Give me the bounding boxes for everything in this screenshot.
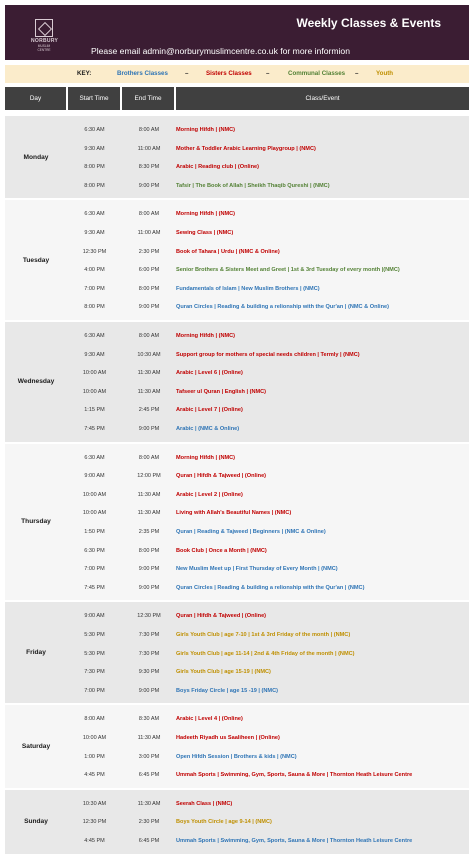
class-event: Quran Circles | Reading & building a relionship with the Qur'an | (NMC)	[176, 584, 365, 591]
class-event: Morning Hifdh | (NMC)	[176, 127, 236, 133]
class-event: Open Hifdh Session | Brothers & kids | (NMC)	[176, 753, 297, 760]
day-block-sunday	[5, 788, 469, 854]
day-block-wednesday	[5, 320, 469, 442]
class-event: Senior Brothers & Sisters Meet and Greet | 1st & 3rd Tuesday of every month |(NMC)	[176, 267, 400, 274]
start-time: 10:00 AM	[82, 510, 107, 517]
start-time: 9:00 AM	[84, 613, 105, 620]
end-time: 7:30 PM	[138, 631, 160, 638]
start-time: 8:00 PM	[84, 304, 105, 311]
table-row	[5, 626, 469, 645]
start-time: 7:45 PM	[84, 426, 105, 432]
class-event: Ummah Sports | Swimming, Gym, Sports, Sauna & More | Thornton Heath Leisure Centre	[176, 772, 413, 779]
class-event: Girls Youth Club | age 7-10 | 1st & 3rd Friday of the month | (NMC)	[176, 631, 351, 638]
start-time: 6:30 PM	[84, 547, 105, 554]
day-name: Monday	[23, 153, 49, 161]
start-time: 1:00 PM	[84, 753, 105, 760]
table-row	[5, 243, 469, 262]
start-time: 10:00 AM	[82, 491, 107, 498]
key-item-youth: Youth	[376, 70, 394, 77]
day-name: Saturday	[21, 743, 51, 751]
end-time: 8:00 AM	[138, 333, 160, 339]
start-time: 7:00 PM	[84, 285, 105, 292]
table-row	[5, 729, 469, 748]
end-time: 11:30 AM	[137, 510, 161, 517]
page-header	[5, 5, 469, 60]
class-event: Sewing Class | (NMC)	[176, 229, 234, 236]
start-time: 12:30 PM	[82, 819, 107, 826]
start-time: 6:30 AM	[84, 333, 105, 339]
logo-mark-icon	[35, 19, 53, 37]
day-block-monday	[5, 114, 469, 198]
end-time: 9:00 PM	[138, 584, 160, 591]
table-row	[5, 748, 469, 767]
table-row	[5, 121, 469, 140]
start-time: 6:30 AM	[84, 211, 105, 218]
table-row	[5, 645, 469, 664]
class-event: Arabic | Level 2 | (Online)	[176, 491, 243, 498]
end-time: 9:00 PM	[138, 304, 160, 311]
start-time: 9:00 AM	[84, 473, 105, 480]
table-row	[5, 449, 469, 468]
start-time: 8:00 PM	[84, 164, 105, 171]
end-time: 11:30 AM	[137, 491, 161, 498]
class-event: Book of Tahara | Urdu | (NMC & Online)	[176, 248, 280, 255]
table-row	[5, 523, 469, 542]
day-name: Thursday	[21, 518, 51, 526]
end-time: 9:00 PM	[138, 687, 160, 694]
end-time: 9:00 PM	[138, 182, 160, 189]
class-event: Arabic | Level 7 | (Online)	[176, 407, 243, 414]
table-row	[5, 280, 469, 299]
column-header-class-event: Class/Event	[176, 87, 469, 110]
class-event: Arabic | Level 6 | (Online)	[176, 370, 243, 377]
class-event: Quran | Hifdh & Tajweed | (Online)	[176, 613, 267, 620]
day-block-friday	[5, 600, 469, 703]
class-event: Mother & Toddler Arabic Learning Playgroup | (NMC)	[176, 145, 316, 152]
table-row	[5, 486, 469, 505]
table-header	[5, 87, 469, 110]
class-event: Arabic | Reading club | (Online)	[176, 164, 260, 171]
start-time: 10:00 AM	[82, 734, 107, 741]
class-event: Seerah Class | (NMC)	[176, 800, 233, 807]
end-time: 8:00 PM	[138, 547, 160, 554]
class-event: Boys Friday Circle | age 15 -19 | (NMC)	[176, 687, 278, 694]
class-event: Support group for mothers of special needs children | Termly | (NMC)	[176, 351, 360, 358]
start-time: 6:30 AM	[84, 454, 105, 461]
class-event: Tafsir | The Book of Allah | Sheikh Thaqib Qureshi | (NMC)	[176, 182, 330, 189]
key-separator: –	[185, 70, 189, 77]
start-time: 7:00 PM	[84, 566, 105, 573]
day-block-thursday	[5, 442, 469, 601]
end-time: 9:00 PM	[138, 566, 160, 573]
column-header-start-time: Start Time	[68, 87, 120, 110]
end-time: 8:30 AM	[138, 716, 160, 723]
end-time: 12:00 PM	[137, 473, 161, 480]
class-event: Book Club | Once a Month | (NMC)	[176, 547, 267, 554]
start-time: 9:30 AM	[84, 229, 105, 236]
class-event: Ummah Sports | Swimming, Gym, Sports, Sauna & More | Thornton Heath Leisure Centre	[176, 837, 413, 844]
class-event: Boys Youth Circle | age 9-14 | (NMC)	[176, 819, 272, 826]
table-row	[5, 205, 469, 224]
table-row	[5, 364, 469, 383]
table-row	[5, 832, 469, 851]
start-time: 4:45 PM	[84, 837, 105, 844]
table-row	[5, 298, 469, 317]
class-event: Morning Hifdh | (NMC)	[176, 333, 236, 339]
end-time: 7:30 PM	[138, 650, 160, 657]
table-row	[5, 158, 469, 177]
class-event: Living with Allah's Beautiful Names | (NMC)	[176, 510, 292, 517]
end-time: 11:30 AM	[137, 388, 161, 395]
table-row	[5, 795, 469, 814]
start-time: 1:50 PM	[84, 528, 105, 535]
column-header-end-time: End Time	[122, 87, 174, 110]
class-event: Girls Youth Club | age 15-19 | (NMC)	[176, 669, 271, 676]
start-time: 7:00 PM	[84, 687, 105, 694]
table-row	[5, 682, 469, 701]
table-row	[5, 177, 469, 196]
class-event: Arabic | (NMC & Online)	[176, 426, 240, 432]
end-time: 11:00 AM	[137, 145, 161, 152]
table-row	[5, 607, 469, 626]
table-row	[5, 420, 469, 439]
start-time: 4:00 PM	[84, 267, 105, 274]
start-time: 12:30 PM	[82, 248, 107, 255]
class-event: Girls Youth Club | age 11-14 | 2nd & 4th Friday of the month | (NMC)	[176, 650, 355, 657]
end-time: 11:00 AM	[137, 229, 161, 236]
table-row	[5, 261, 469, 280]
page-title: Weekly Classes & Events	[296, 16, 441, 30]
table-row	[5, 327, 469, 346]
logo-name: NORBURY	[31, 38, 59, 44]
key-label: KEY:	[77, 70, 92, 77]
end-time: 6:45 PM	[138, 837, 160, 844]
table-row	[5, 346, 469, 365]
table-row	[5, 504, 469, 523]
end-time: 8:00 PM	[138, 285, 160, 292]
end-time: 8:00 AM	[138, 454, 160, 461]
end-time: 2:30 PM	[138, 248, 160, 255]
class-event: Quran Circles | Reading & building a relionship with the Qur'an | (NMC & Online)	[176, 304, 389, 311]
end-time: 8:00 AM	[138, 211, 160, 218]
start-time: 10:00 AM	[82, 388, 107, 395]
table-row	[5, 663, 469, 682]
end-time: 12:30 PM	[137, 613, 161, 620]
start-time: 7:45 PM	[84, 584, 105, 591]
end-time: 9:00 PM	[138, 426, 160, 432]
table-row	[5, 560, 469, 579]
key-separator: –	[266, 70, 270, 77]
end-time: 6:45 PM	[138, 772, 160, 779]
class-event: Tafseer ul Quran | English | (NMC)	[176, 388, 267, 395]
table-row	[5, 710, 469, 729]
table-row	[5, 813, 469, 832]
norbury-logo	[31, 19, 57, 57]
end-time: 6:00 PM	[138, 267, 160, 274]
colour-key	[5, 65, 469, 83]
start-time: 7:30 PM	[84, 669, 105, 676]
day-name: Friday	[26, 649, 46, 657]
end-time: 10:30 AM	[137, 351, 161, 358]
key-separator: –	[355, 70, 359, 77]
table-row	[5, 401, 469, 420]
start-time: 9:30 AM	[84, 145, 105, 152]
day-name: Tuesday	[22, 256, 50, 264]
table-row	[5, 542, 469, 561]
start-time: 9:30 AM	[84, 351, 105, 358]
start-time: 10:00 AM	[82, 370, 107, 377]
email-note: Please email admin@norburymuslimcentre.co.uk for more informion	[91, 46, 350, 56]
end-time: 11:30 AM	[137, 734, 161, 741]
start-time: 8:00 PM	[84, 182, 105, 189]
key-item-communal: Communal Classes	[288, 70, 346, 77]
table-row	[5, 383, 469, 402]
start-time: 5:30 PM	[84, 650, 105, 657]
start-time: 6:30 AM	[84, 127, 105, 133]
end-time: 8:00 AM	[138, 127, 160, 133]
table-row	[5, 467, 469, 486]
class-event: Fundamentals of Islam | New Muslim Brothers | (NMC)	[176, 285, 320, 292]
start-time: 5:30 PM	[84, 631, 105, 638]
table-row	[5, 766, 469, 785]
day-block-saturday	[5, 703, 469, 787]
end-time: 9:30 PM	[138, 669, 160, 676]
class-event: Quran | Reading & Tajweed | Beginners | (NMC & Online)	[176, 528, 326, 535]
start-time: 1:15 PM	[84, 407, 105, 414]
end-time: 11:30 AM	[137, 370, 161, 377]
class-event: Quran | Hifdh & Tajweed | (Online)	[176, 473, 267, 480]
end-time: 8:30 PM	[138, 164, 160, 171]
start-time: 10:30 AM	[82, 800, 107, 807]
end-time: 2:30 PM	[138, 819, 160, 826]
day-block-tuesday	[5, 198, 469, 320]
end-time: 11:30 AM	[137, 800, 161, 807]
class-event: New Muslim Meet up | First Thursday of Every Month | (NMC)	[176, 566, 338, 573]
key-item-brothers: Brothers Classes	[117, 70, 168, 77]
table-row	[5, 140, 469, 159]
end-time: 3:00 PM	[138, 753, 160, 760]
class-event: Arabic | Level 4 | (Online)	[176, 716, 243, 723]
table-row	[5, 224, 469, 243]
end-time: 2:45 PM	[138, 407, 160, 414]
day-name: Wednesday	[17, 378, 55, 386]
key-item-sisters: Sisters Classes	[206, 70, 252, 77]
start-time: 8:00 AM	[84, 716, 105, 723]
column-header-day: Day	[5, 87, 66, 110]
class-event: Hadeeth Riyadh us Saaliheen | (Online)	[176, 734, 280, 741]
day-name: Sunday	[24, 818, 48, 826]
table-row	[5, 579, 469, 598]
end-time: 2:35 PM	[138, 528, 160, 535]
start-time: 4:45 PM	[84, 772, 105, 779]
class-event: Morning Hifdh | (NMC)	[176, 211, 236, 218]
logo-subtitle: MUSLIM CENTRE	[37, 44, 51, 52]
class-event: Morning Hifdh | (NMC)	[176, 454, 236, 461]
